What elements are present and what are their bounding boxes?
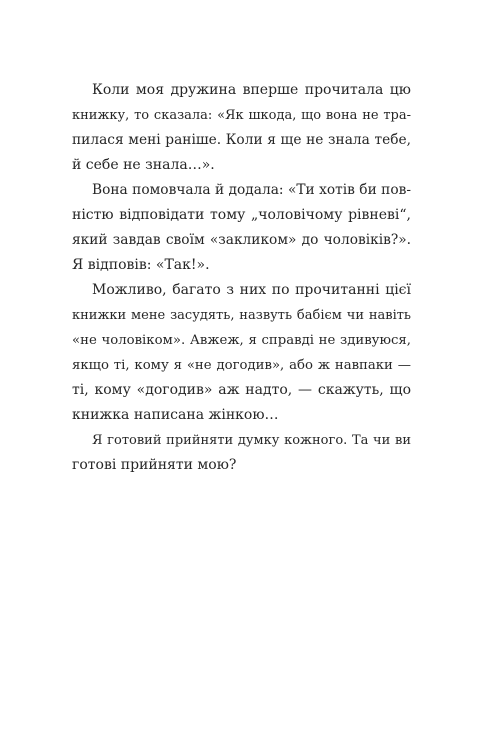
paragraph [72,178,411,278]
text-line: книжка написана жінкою… [72,407,279,423]
text-line: якщо ті, кому я «не догодив», або ж навпаки — [72,358,411,373]
text-line: пилася мені раніше. Коли я ще не знала тебе, [72,132,411,148]
text-line: Я відповів: «Так!». [72,257,210,273]
text-line: готові прийняти мою? [72,457,237,473]
text-line: книжки мене засудять, назвуть бабієм чи навіть [72,308,411,323]
paragraph [72,78,411,178]
text-line: Вона помовчала й додала: «Ти хотів би пов- [92,182,411,198]
text-line: який завдав своїм «закликом» до чоловіків?». [72,232,411,248]
text-line: книжку, то сказала: «Як шкода, що вона не тра- [72,108,411,123]
text-line: ті, кому «догодив» аж надто, — скажуть, що [72,382,411,398]
text-line: Я готовий прийняти думку кожного. Та чи ви [92,433,411,448]
text-line: Коли моя дружина вперше прочитала цю [92,82,411,98]
text-line: ністю відповідати тому „чоловічому рівневі“, [72,207,411,223]
text-line: й себе не знала…». [72,157,215,173]
paragraph [72,428,411,478]
body-text [72,78,411,478]
paragraph [72,278,411,428]
text-line: Можливо, багато з них по прочитанні цієї [92,282,411,298]
text-line: «не чоловіком». Авжеж, я справді не здивуюся, [72,333,411,348]
